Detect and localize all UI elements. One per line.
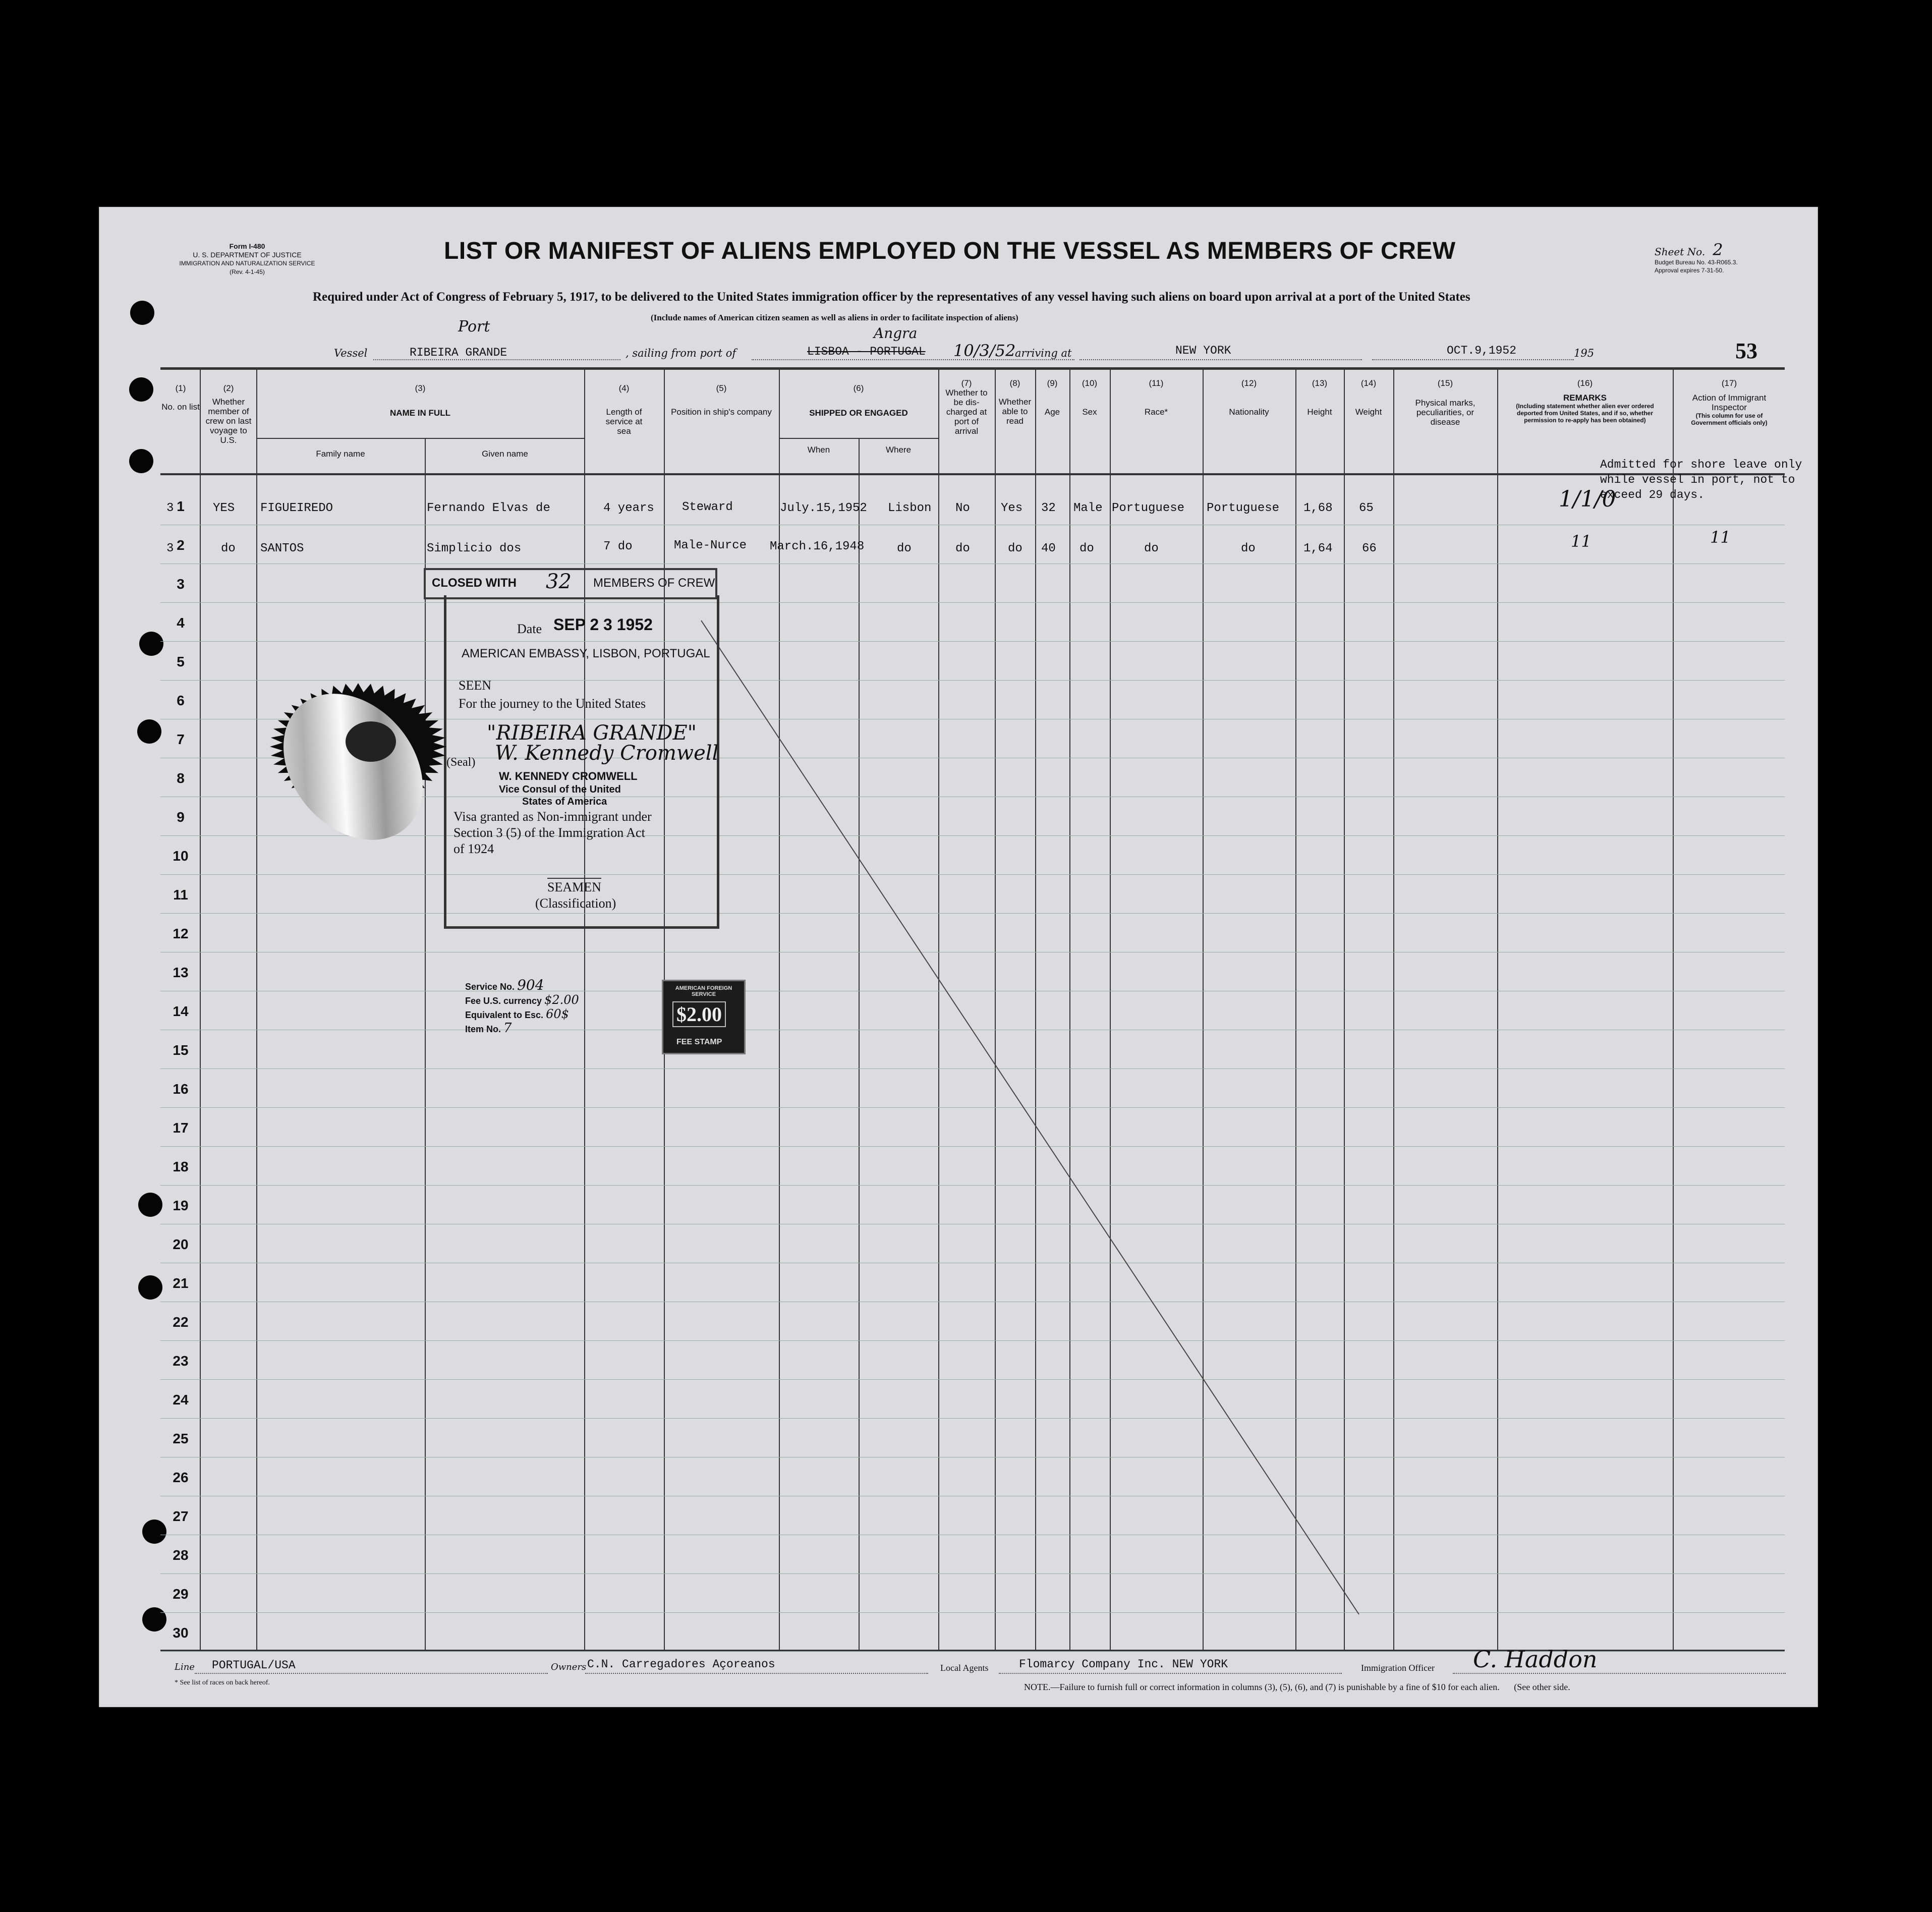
subtitle: Required under Act of Congress of February 5, 1917, to be delivered to the United States immigration officer by the representatives of any vessel having such aliens on board upon arrival at a port of the United States [313, 290, 1470, 304]
row-number: 15 [173, 1042, 189, 1058]
row-1-when: July.15,1952 [780, 501, 867, 515]
closed-left: CLOSED WITH [432, 576, 517, 590]
family-name-header: Family name [316, 449, 365, 459]
row-number: 11 [173, 887, 188, 903]
row-number: 14 [173, 1003, 189, 1019]
service-no: 904 [517, 977, 544, 993]
col-6-header: (6) SHIPPED OR ENGAGED [809, 383, 908, 418]
row-2-given: Simplicio dos [427, 542, 522, 555]
row-number: 22 [173, 1314, 189, 1330]
stamp-seal: (Seal) [446, 756, 476, 769]
officer-label: Immigration Officer [1361, 1663, 1435, 1673]
stamp-date-label: Date [517, 622, 542, 636]
row-1-age: 32 [1041, 501, 1056, 515]
row-number: 30 [173, 1625, 189, 1641]
owners-label: Owners [551, 1662, 587, 1672]
row-2-when: March.16,1948 [770, 540, 865, 553]
row-number: 21 [173, 1275, 189, 1291]
row-2-prefix: 3 [166, 542, 174, 555]
row-2-discharged: do [955, 542, 970, 555]
col-3-header: (3) NAME IN FULL [390, 383, 450, 418]
row-number: 26 [173, 1470, 189, 1485]
row-2-crew: do [221, 542, 236, 555]
stamp-visa-3: of 1924 [453, 841, 494, 856]
row-2-family: SANTOS [260, 542, 304, 555]
fee-stamp [662, 980, 746, 1054]
sheet-value: 2 [1713, 240, 1723, 259]
subnote: (Include names of American citizen seamen as well as aliens in order to facilitate inspection of aliens) [651, 313, 1018, 322]
row-2-action: 11 [1710, 528, 1731, 547]
see-other-side: (See other side. [1514, 1682, 1570, 1692]
row-number: 5 [177, 654, 185, 669]
vessel-name: RIBEIRA GRANDE [410, 346, 507, 359]
row-1-where: Lisbon [888, 501, 932, 515]
arriving-port: NEW YORK [1175, 344, 1231, 357]
row-number: 8 [177, 770, 185, 786]
row-2-read: do [1008, 542, 1022, 555]
col-7-header: (7) Whether to be dis-charged at port of arrival [945, 378, 988, 436]
department: U. S. DEPARTMENT OF JUSTICE [193, 251, 302, 259]
arriving-label: arriving at [1015, 347, 1072, 359]
row-1-race: Portuguese [1112, 501, 1185, 515]
page-number: 53 [1735, 339, 1757, 363]
port-struck: LISBOA - PORTUGAL [807, 345, 926, 358]
page-title: LIST OR MANIFEST OF ALIENS EMPLOYED ON THE VESSEL AS MEMBERS OF CREW [444, 238, 1456, 264]
note-text: NOTE.—Failure to furnish full or correct information in columns (3), (5), (6), and (7) is punishable by a fine of $10 for each alien. [1024, 1682, 1500, 1692]
agents-value: Flomarcy Company Inc. NEW YORK [1019, 1658, 1228, 1671]
owners-value: C.N. Carregadores Açoreanos [587, 1658, 775, 1671]
stamp-title-1: Vice Consul of the United [499, 784, 621, 795]
equiv-value: 60$ [546, 1007, 569, 1021]
row-number: 13 [173, 965, 189, 980]
approval-expiry: Approval expires 7-31-50. [1655, 267, 1724, 274]
row-1-given: Fernando Elvas de [427, 501, 550, 515]
service-name: IMMIGRATION AND NATURALIZATION SERVICE [179, 260, 315, 267]
row-1-service: 4 years [603, 501, 654, 515]
col-8-header: (8) Whether able to read [998, 378, 1032, 426]
fee-stamp-bottom: FEE STAMP [676, 1038, 722, 1046]
col-15-header: (15) Physical marks, peculiarities, or disease [1415, 378, 1475, 427]
equiv-label: Equivalent to Esc. [465, 1010, 544, 1020]
row-2-age: 40 [1041, 542, 1056, 555]
row-number: 9 [177, 809, 185, 825]
stamp-class-label: (Classification) [535, 896, 616, 911]
col-13-header: (13) Height [1307, 378, 1332, 417]
row-1-weight: 65 [1359, 501, 1374, 515]
stamp-journey: For the journey to the United States [459, 696, 646, 711]
form-revision: (Rev. 4-1-45) [230, 268, 265, 275]
row-number: 18 [173, 1159, 189, 1174]
row-number: 17 [173, 1120, 189, 1136]
row-number: 4 [177, 615, 185, 631]
embossed-seal [252, 656, 464, 873]
stamp-date: SEP 2 3 1952 [553, 615, 653, 634]
col-2-header: (2) Whether member of crew on last voyage to U.S. [205, 383, 252, 445]
row-2-nationality: do [1241, 542, 1256, 555]
row-number: 7 [177, 732, 185, 747]
item-label: Item No. [465, 1024, 501, 1034]
row-number: 3 [177, 576, 185, 592]
col-11-header: (11) Race* [1144, 378, 1168, 417]
stamp-vessel: "RIBEIRA GRANDE" [487, 721, 697, 745]
col-9-header: (9) Age [1044, 378, 1060, 417]
closed-with-stamp [424, 568, 717, 599]
row-number: 28 [173, 1547, 189, 1563]
port-handwritten: Angra [874, 325, 918, 342]
form-number: Form I-480 [229, 242, 265, 250]
row-2-height: 1,64 [1303, 542, 1333, 555]
officer-signature: C. Haddon [1473, 1646, 1598, 1673]
closed-count: 32 [546, 570, 572, 593]
row-number: 19 [173, 1198, 189, 1213]
col-12-header: (12) Nationality [1229, 378, 1269, 417]
row-1-crew: YES [213, 501, 235, 515]
row-number: 6 [177, 693, 185, 708]
fee-stamp-top: AMERICAN FOREIGN SERVICE [675, 985, 732, 997]
sailing-label: , sailing from port of [626, 347, 736, 359]
col-5-header: (5) Position in ship's company [671, 383, 772, 417]
col-4-header: (4) Length of service at sea [605, 383, 643, 436]
line-value: PORTUGAL/USA [212, 1659, 296, 1672]
row-2-where: do [897, 542, 912, 555]
row-2-weight: 66 [1362, 542, 1377, 555]
service-label: Service No. [465, 982, 515, 992]
row-2-remarks-mark: 11 [1571, 532, 1592, 551]
stamp-visa-2: Section 3 (5) of the Immigration Act [453, 825, 645, 840]
stamp-embassy: AMERICAN EMBASSY, LISBON, PORTUGAL [462, 647, 710, 660]
sheet-label: Sheet No. [1655, 246, 1706, 258]
fee-block [465, 979, 579, 1036]
row-1-remarks-mark: 1/1/0 [1559, 486, 1616, 512]
given-name-header: Given name [482, 449, 528, 459]
row-1-position: Steward [682, 500, 733, 514]
fee-value: $2.00 [544, 993, 579, 1007]
stamp-seen: SEEN [459, 678, 491, 693]
row-number: 1 [177, 498, 185, 514]
col-14-header: (14) Weight [1355, 378, 1382, 417]
agents-label: Local Agents [940, 1663, 989, 1673]
row-2-position: Male-Nurce [674, 539, 747, 552]
date-handwritten: 10/3/52 [953, 341, 1016, 360]
fee-label: Fee U.S. currency [465, 996, 542, 1006]
line-label: Line [175, 1662, 195, 1672]
col-17-header: (17) Action of Immigrant Inspector (This column for use of Government officials only) [1691, 378, 1768, 426]
budget-bureau: Budget Bureau No. 43-R065.3. [1655, 259, 1738, 266]
row-number: 10 [173, 848, 189, 864]
fee-stamp-value: $2.00 [672, 1001, 726, 1027]
col-10-header: (10) Sex [1082, 378, 1098, 417]
row-1-prefix: 3 [166, 501, 174, 515]
row-1-read: Yes [1001, 501, 1023, 515]
row-number: 29 [173, 1586, 189, 1602]
arrival-date: OCT.9,1952 [1447, 344, 1517, 357]
row-1-sex: Male [1073, 501, 1103, 515]
stamp-signature: W. Kennedy Cromwell [495, 742, 719, 765]
row-number: 2 [177, 537, 185, 553]
row-number: 12 [173, 926, 189, 941]
row-2-service: 7 do [603, 540, 633, 553]
stamp-visa-1: Visa granted as Non-immigrant under [453, 809, 652, 824]
col-16-header: (16) REMARKS (Including statement whether alien ever ordered deported from United States, and if so, whether permission to re-apply has been obtained) [1516, 378, 1654, 424]
year-label: 195 [1574, 347, 1595, 359]
when-header: When [807, 445, 830, 455]
row-number: 16 [173, 1081, 189, 1097]
footer-note [1024, 1682, 1570, 1693]
row-number: 25 [173, 1431, 189, 1446]
stamp-class: SEAMEN [547, 878, 601, 895]
row-2-race: do [1144, 542, 1159, 555]
row-number: 27 [173, 1508, 189, 1524]
row-number: 24 [173, 1392, 189, 1408]
vessel-handwritten: Port [458, 318, 490, 335]
item-value: 7 [503, 1021, 512, 1036]
consul-stamp [444, 595, 719, 929]
closed-right: MEMBERS OF CREW [593, 576, 715, 590]
row-1-family: FIGUEIREDO [260, 501, 333, 515]
row-number: 20 [173, 1236, 189, 1252]
stamp-title-2: States of America [522, 796, 607, 807]
races-note: * See list of races on back hereof. [175, 1679, 270, 1686]
row-1-action: Admitted for shore leave only while vessel in port, not to exceed 29 days. [1600, 458, 1802, 501]
where-header: Where [885, 445, 912, 455]
row-number: 23 [173, 1353, 189, 1369]
stamp-consul-name: W. KENNEDY CROMWELL [499, 770, 638, 782]
row-1-height: 1,68 [1303, 501, 1333, 515]
row-1-nationality: Portuguese [1207, 501, 1280, 515]
vessel-label: Vessel [334, 347, 368, 359]
col-1-header: (1) No. on list [161, 383, 200, 412]
row-2-sex: do [1079, 542, 1094, 555]
row-1-discharged: No [955, 501, 970, 515]
